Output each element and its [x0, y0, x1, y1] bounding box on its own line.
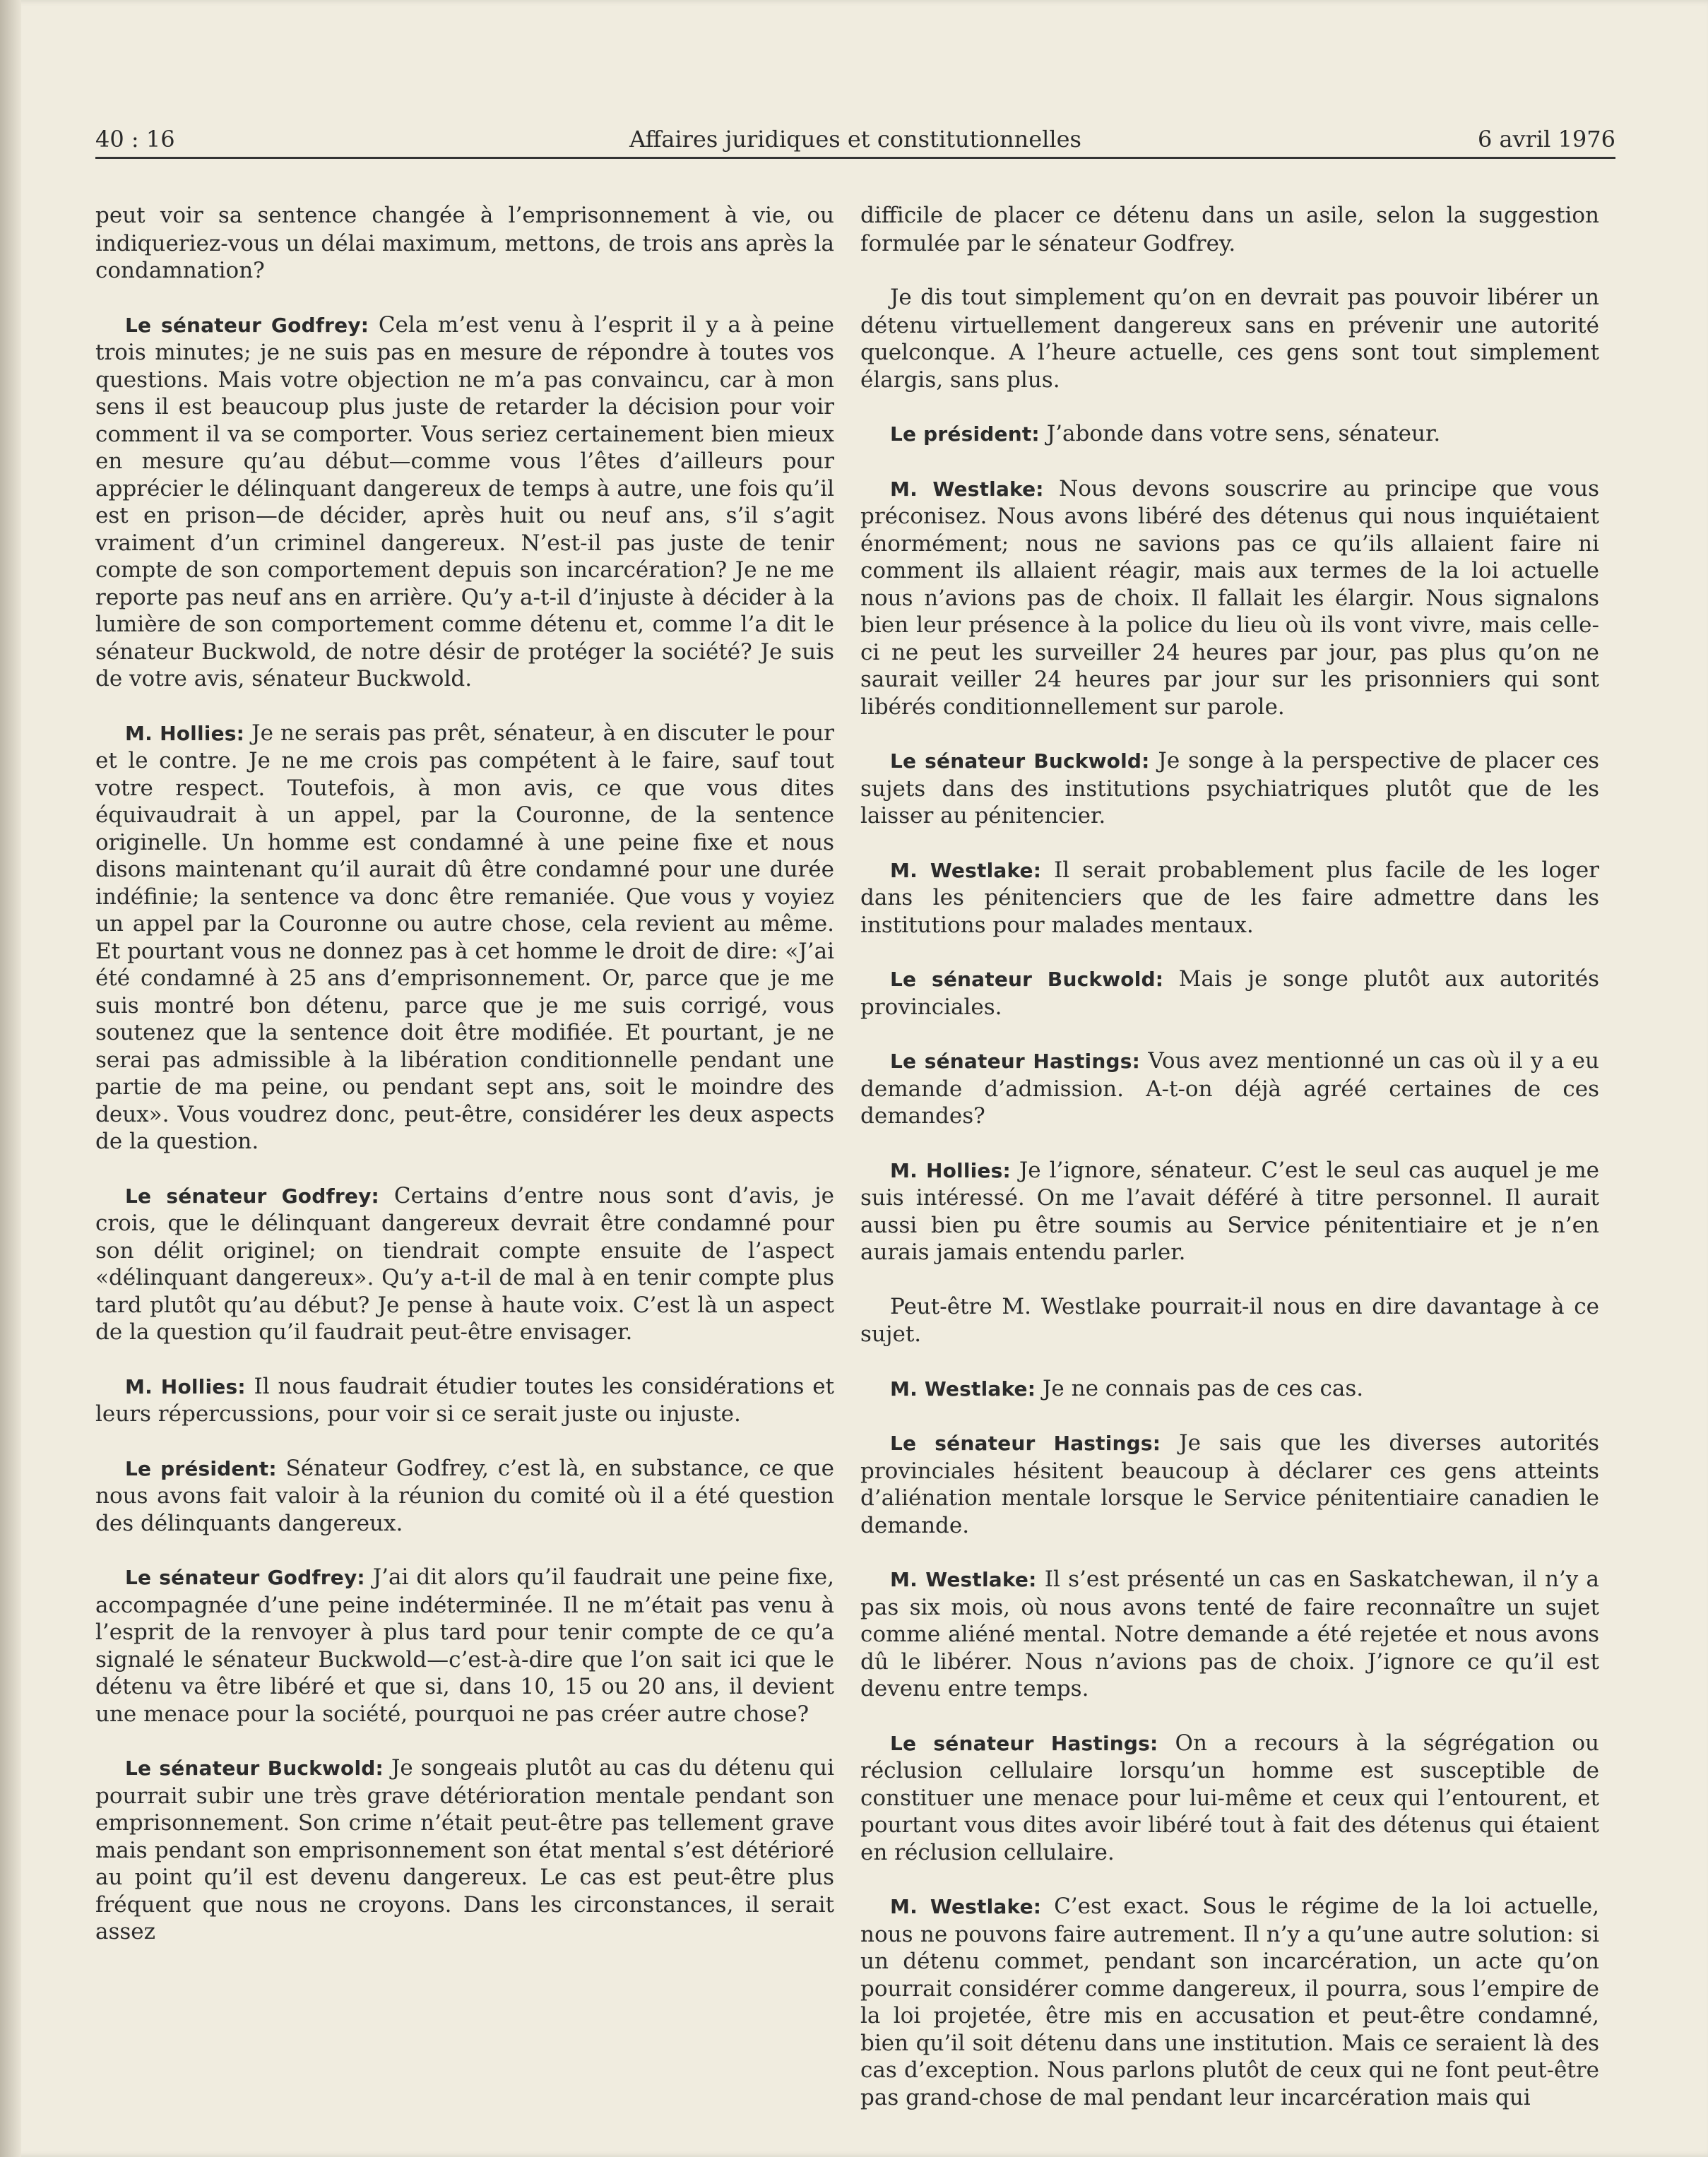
paragraph-text: C’est exact. Sous le régime de la loi actuelle, nous ne pouvons faire autrement. Il n’y a qu’une autre solution: si un détenu commet, pendant son incarcération, un acte qu’on pourrait considérer comme dangereux, il pourra, sous l’empire de la loi projetée, être mis en accusation et peut-être condamné, bien qu’il soit détenu dans une institution. Mais ce seraient là des cas d’exception. Nous parlons plutôt de ceux qui ne font peut-être pas grand-chose de mal pendant leur incarcération mais qui	[860, 1894, 1600, 2110]
speaker-name: Le président:	[890, 422, 1040, 446]
paragraph-text: On a recours à la ségrégation ou réclusion cellulaire lorsqu’un homme est susceptible de constituer une menace pour lui-même et ceux qui l’entourent, et pourtant vous dites avoir libéré tout à fait des détenus qui étaient en réclusion cellulaire.	[860, 1730, 1599, 1865]
paragraph	[860, 965, 1599, 1021]
paragraph-text: Il serait probablement plus facile de les loger dans les pénitenciers que de les faire admettre dans les institutions pour malades mentaux.	[860, 857, 1599, 938]
paragraph-text: J’ai dit alors qu’il faudrait une peine fixe, accompagnée d’une peine indéterminée. Il ne m’était pas venu à l’esprit de la renvoyer à plus tard pour tenir compte de ce qu’a signalé le sénateur Buckwold—c’est-à-dire que l’on sait ici que le détenu va être libéré et que si, dans 10, 15 ou 20 ans, il devient une menace pour la société, pourquoi ne pas créer autre chose?	[95, 1564, 834, 1727]
paragraph	[95, 1455, 834, 1538]
speaker-name: M. Westlake:	[890, 477, 1044, 501]
paragraph	[860, 747, 1599, 830]
paragraph-text: Sénateur Godfrey, c’est là, en substance, ce que nous avons fait valoir à la réunion du comité où il a été question des délinquants dangereux.	[95, 1455, 834, 1536]
speaker-name: M. Westlake:	[890, 1377, 1036, 1401]
page-header	[95, 119, 1615, 155]
speaker-name: M. Hollies:	[125, 1374, 246, 1398]
paragraph	[860, 1430, 1599, 1539]
paragraph	[95, 202, 834, 285]
paragraph	[860, 284, 1599, 393]
speaker-name: Le sénateur Godfrey:	[125, 1566, 365, 1589]
speaker-name: M. Westlake:	[890, 858, 1042, 882]
paragraph	[860, 475, 1599, 721]
speaker-name: Le sénateur Buckwold:	[890, 749, 1150, 773]
speaker-name: M. Westlake:	[890, 1568, 1037, 1591]
speaker-name: M. Westlake:	[890, 1895, 1042, 1918]
paragraph-text: Je songeais plutôt au cas du détenu qui pourrait subir une très grave détérioration mentale pendant son emprisonnement. Son crime n’était peut-être pas tellement grave mais pendant son emprisonnement son état mental s’est détérioré au point qu’il est devenu dangereux. Le cas est peut-être plus fréquent que nous ne croyons. Dans les circonstances, il serait assez	[95, 1755, 834, 1944]
paragraph-text: difficile de placer ce détenu dans un asile, selon la suggestion formulée par le sénateur Godfrey.	[860, 203, 1599, 256]
paragraph-text: Il s’est présenté un cas en Saskatchewan, il n’y a pas six mois, où nous avons tenté de faire reconnaître un sujet comme aliéné mental. Notre demande a été rejetée et nous avons dû le libérer. Nous n’avions pas de choix. J’ignore ce qu’il est devenu entre temps.	[860, 1567, 1599, 1701]
paragraph	[860, 420, 1599, 448]
paragraph	[860, 1157, 1599, 1266]
paragraph-text: Vous avez mentionné un cas où il y a eu demande d’admission. A-t-on déjà agréé certaines de ces demandes?	[860, 1048, 1599, 1129]
paragraph-text: Je l’ignore, sénateur. C’est le seul cas auquel je me suis intéressé. On me l’avait déféré à titre personnel. Il aurait aussi bien pu être soumis au Service pénitentiaire et je n’en aurais jamais entendu parler.	[860, 1157, 1599, 1265]
paragraph-text: Peut-être M. Westlake pourrait-il nous en dire davantage à ce sujet.	[860, 1293, 1599, 1347]
paragraph-text: Je songe à la perspective de placer ces sujets dans des institutions psychiatriques plutôt que de les laisser au pénitencier.	[860, 748, 1599, 828]
speaker-name: M. Hollies:	[890, 1158, 1011, 1182]
paragraph	[95, 311, 834, 693]
speaker-name: Le sénateur Godfrey:	[125, 313, 369, 337]
page-number: 40 : 16	[95, 126, 175, 153]
speaker-name: Le sénateur Buckwold:	[125, 1757, 384, 1780]
paragraph	[860, 202, 1599, 257]
speaker-name: M. Hollies:	[125, 721, 245, 745]
speaker-name: Le président:	[125, 1456, 277, 1480]
paragraph-text: J’abonde dans votre sens, sénateur.	[1039, 421, 1441, 446]
left-column	[95, 202, 834, 1946]
paragraph	[860, 1047, 1599, 1130]
paragraph	[95, 1373, 834, 1428]
paragraph	[95, 1182, 834, 1346]
paragraph-text: peut voir sa sentence changée à l’emprisonnement à vie, ou indiqueriez-vous un délai maximum, mettons, de trois ans après la condamnation?	[95, 203, 834, 283]
paragraph-text: Je ne serais pas prêt, sénateur, à en discuter le pour et le contre. Je ne me crois pas compétent à le faire, sauf tout votre respect. Toutefois, à mon avis, ce que vous dites équivaudrait à un appel, par la Couronne, de la sentence originelle. Un homme est condamné à une peine fixe et nous disons maintenant qu’il aurait dû être condamné pour une durée indéfinie; la sentence va donc être remaniée. Que vous y voyiez un appel par la Couronne ou autre chose, cela revient au même. Et pourtant vous ne donnez pas à cet homme le droit de dire: «J’ai été condamné à 25 ans d’emprisonnement. Or, parce que je me suis montré bon détenu, parce que je me suis corrigé, vous soutenez que la sentence doit être modifiée. Et pourtant, je ne serai pas admissible à la libération conditionnelle pendant une partie de ma peine, ou pendant sept ans, soit le moindre des deux». Vous voudrez donc, peut-être, considérer les deux aspects de la question.	[95, 720, 834, 1154]
speaker-name: Le sénateur Hastings:	[890, 1432, 1161, 1455]
speaker-name: Le sénateur Godfrey:	[125, 1184, 379, 1208]
paragraph-text: Cela m’est venu à l’esprit il y a à peine trois minutes; je ne suis pas en mesure de répondre à toutes vos questions. Mais votre objection ne m’a pas convaincu, car à mon sens il est beaucoup plus juste de retarder la décision pour voir comment il va se comporter. Vous seriez certainement bien mieux en mesure qu’au début—comme vous l’êtes d’ailleurs pour apprécier le délinquant dangereux de temps à autre, une fois qu’il est en prison—de décider, après huit ou neuf ans, s’il s’agit vraiment d’un criminel dangereux. N’est-il pas juste de tenir compte de son comportement depuis son incarcération? Je ne me reporte pas neuf ans en arrière. Qu’y a-t-il d’injuste à décider à la lumière de son comportement comme détenu et, comme l’a dit le sénateur Buckwold, de notre désir de protéger la société? Je suis de votre avis, sénateur Buckwold.	[95, 311, 835, 691]
binding-shadow	[0, 0, 21, 2157]
paragraph-text: Nous devons souscrire au principe que vous préconisez. Nous avons libéré des détenus qui nous inquiétaient énormément; nous ne savions pas ce qu’ils allaient faire ni comment ils allaient réagir, mais aux termes de la loi actuelle nous n’avions pas de choix. Il fallait les élargir. Nous signalons bien leur présence à la police du lieu où ils vont vivre, mais celle-ci ne peut les surveiller 24 heures par jour, pas plus qu’on ne saurait veiller 24 heures par jour sur les prisonniers qui sont libérés conditionnellement sur parole.	[860, 475, 1599, 720]
speaker-name: Le sénateur Hastings:	[890, 1050, 1140, 1073]
paragraph	[95, 720, 834, 1155]
paragraph-text: Je dis tout simplement qu’on en devrait pas pouvoir libérer un détenu virtuellement dangereux sans en prévenir une autorité quelconque. A l’heure actuelle, ces gens sont tout simplement élargis, sans plus.	[860, 285, 1599, 393]
speaker-name: Le sénateur Hastings:	[890, 1731, 1158, 1755]
paragraph	[860, 857, 1599, 939]
paragraph-text: Je sais que les diverses autorités provinciales hésitent beaucoup à déclarer ces gens atteints d’aliénation mentale lorsque le Service pénitentiaire canadien le demande.	[860, 1430, 1599, 1538]
header-date: 6 avril 1976	[1477, 126, 1615, 153]
paragraph	[95, 1754, 834, 1946]
header-rule	[95, 157, 1615, 159]
right-column	[860, 202, 1599, 2111]
paragraph	[95, 1564, 834, 1728]
paragraph-text: Je ne connais pas de ces cas.	[1036, 1375, 1364, 1401]
paragraph	[860, 1893, 1599, 2111]
paragraph	[860, 1566, 1599, 1703]
paragraph	[860, 1375, 1599, 1403]
speaker-name: Le sénateur Buckwold:	[890, 968, 1164, 991]
paragraph	[860, 1730, 1599, 1867]
paragraph-text: Certains d’entre nous sont d’avis, je crois, que le délinquant dangereux devrait être condamné pour son délit originel; on tiendrait compte ensuite de l’aspect «délinquant dangereux». Qu’y a-t-il de mal à en tenir compte plus tard plutôt qu’au début? Je pense à haute voix. C’est là un aspect de la question qu’il faudrait peut-être envisager.	[95, 1182, 834, 1345]
paragraph-text: Mais je songe plutôt aux autorités provinciales.	[860, 966, 1599, 1020]
running-title: Affaires juridiques et constitutionnelles	[629, 126, 1081, 153]
paragraph	[860, 1293, 1599, 1348]
paragraph-text: Il nous faudrait étudier toutes les considérations et leurs répercussions, pour voir si ce serait juste ou injuste.	[95, 1373, 834, 1427]
